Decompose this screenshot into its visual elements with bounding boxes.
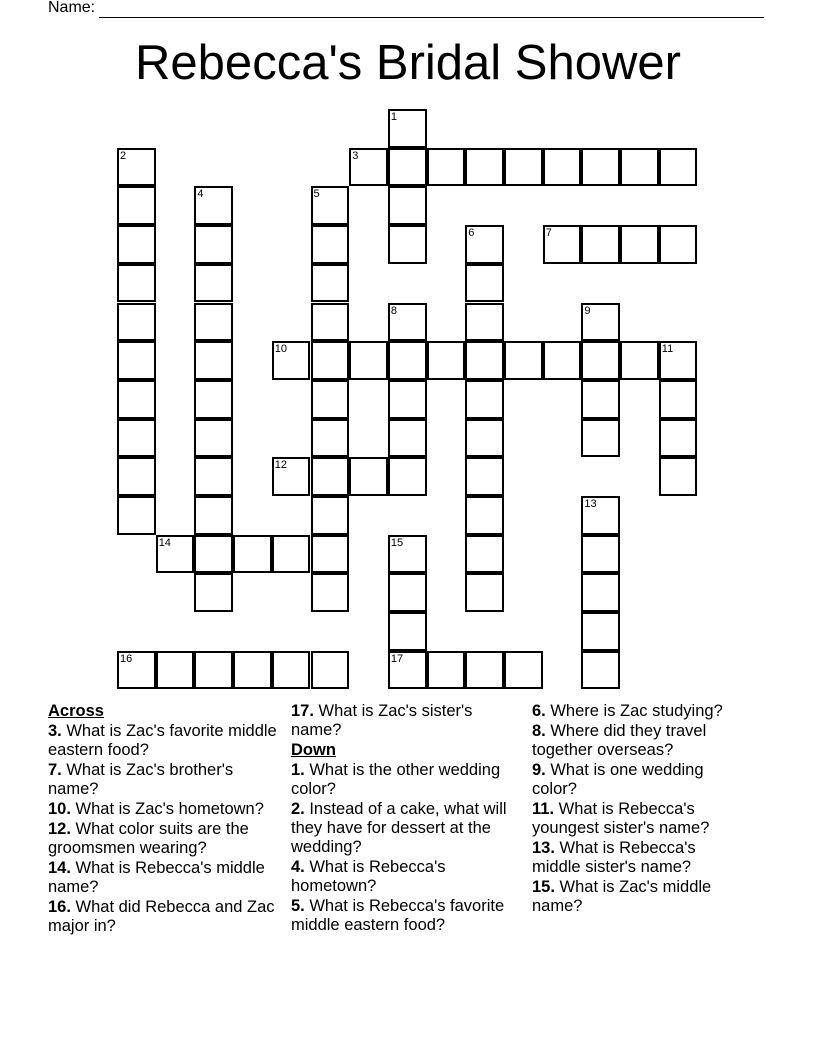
grid-cell[interactable] <box>117 186 156 225</box>
clue-across-16: 16. What did Rebecca and Zac major in? <box>48 898 275 935</box>
grid-cell[interactable] <box>465 496 504 535</box>
grid-cell[interactable] <box>620 148 659 187</box>
grid-cell[interactable] <box>620 225 659 264</box>
clue-number: 2 <box>120 149 127 162</box>
grid-cell[interactable] <box>659 225 698 264</box>
grid-cell[interactable] <box>311 225 350 264</box>
grid-cell[interactable] <box>465 573 504 612</box>
grid-cell[interactable] <box>194 419 233 458</box>
grid-cell[interactable] <box>194 535 233 574</box>
grid-cell[interactable] <box>581 651 620 690</box>
grid-cell[interactable] <box>659 148 698 187</box>
grid-cell[interactable] <box>194 380 233 419</box>
grid-cell[interactable] <box>620 341 659 380</box>
grid-cell[interactable] <box>117 419 156 458</box>
grid-cell[interactable] <box>233 535 272 574</box>
clues-column-3 <box>532 702 747 917</box>
grid-cell[interactable] <box>311 186 350 225</box>
across-heading: Across <box>48 702 104 720</box>
grid-cell[interactable] <box>659 419 698 458</box>
grid-cell[interactable] <box>427 651 466 690</box>
grid-cell[interactable] <box>194 457 233 496</box>
grid-cell[interactable] <box>388 109 427 148</box>
clue-number: 8 <box>390 304 398 317</box>
clue-down-1: 1. What is the other wedding color? <box>291 761 501 798</box>
grid-cell[interactable] <box>581 341 620 380</box>
grid-cell[interactable] <box>581 380 620 419</box>
grid-cell[interactable] <box>272 457 311 496</box>
grid-cell[interactable] <box>504 148 543 187</box>
grid-cell[interactable] <box>659 341 698 380</box>
grid-cell[interactable] <box>388 341 427 380</box>
grid-cell[interactable] <box>581 573 620 612</box>
grid-cell[interactable] <box>194 225 233 264</box>
grid-cell[interactable] <box>117 264 156 303</box>
grid-cell[interactable] <box>465 264 504 303</box>
clue-down-8: 8. Where did they travel together overseas? <box>532 722 707 759</box>
grid-cell[interactable] <box>349 457 388 496</box>
clue-across-7: 7. What is Zac's brother's name? <box>48 761 234 798</box>
clue-number: 14 <box>158 536 171 549</box>
grid-cell[interactable] <box>311 264 350 303</box>
grid-cell[interactable] <box>311 419 350 458</box>
grid-cell[interactable] <box>117 225 156 264</box>
clue-down-9: 9. What is one wedding color? <box>532 761 704 798</box>
grid-cell[interactable] <box>311 380 350 419</box>
grid-cell[interactable] <box>581 612 620 651</box>
clue-number: 1 <box>390 111 398 123</box>
grid-cell[interactable] <box>504 341 543 380</box>
grid-cell[interactable] <box>194 651 233 690</box>
grid-cell[interactable] <box>581 419 620 458</box>
grid-cell[interactable] <box>581 496 620 535</box>
grid-cell[interactable] <box>117 380 156 419</box>
clue-across-10: 10. What is Zac's hometown? <box>48 800 264 818</box>
grid-cell[interactable] <box>465 535 504 574</box>
grid-cell[interactable] <box>272 341 311 380</box>
grid-cell[interactable] <box>465 651 504 690</box>
grid-cell[interactable] <box>388 612 427 651</box>
grid-cell[interactable] <box>272 651 311 690</box>
grid-cell[interactable] <box>156 535 195 574</box>
grid-cell[interactable] <box>465 341 504 380</box>
grid-cell[interactable] <box>465 303 504 342</box>
clue-across-3: 3. What is Zac's favorite middle eastern food? <box>48 722 277 759</box>
clue-number: 17 <box>390 652 404 665</box>
grid-cell[interactable] <box>388 457 427 496</box>
clue-down-15: 15. What is Zac's middle name? <box>532 878 712 915</box>
grid-cell[interactable] <box>117 148 156 187</box>
grid-cell[interactable] <box>311 303 350 342</box>
grid-cell[interactable] <box>194 264 233 303</box>
grid-cell[interactable] <box>659 380 698 419</box>
grid-cell[interactable] <box>465 457 504 496</box>
grid-cell[interactable] <box>349 148 388 187</box>
clue-number: 4 <box>197 188 204 201</box>
grid-cell[interactable] <box>117 651 156 690</box>
grid-cell[interactable] <box>659 457 698 496</box>
grid-cell[interactable] <box>311 457 350 496</box>
clue-across-14: 14. What is Rebecca's middle name? <box>48 859 265 896</box>
grid-cell[interactable] <box>156 651 195 690</box>
grid-cell[interactable] <box>581 148 620 187</box>
clue-number: 9 <box>584 304 591 317</box>
grid-cell[interactable] <box>194 186 233 225</box>
clue-number: 10 <box>274 343 288 356</box>
grid-cell[interactable] <box>581 303 620 342</box>
grid-cell[interactable] <box>504 651 543 690</box>
grid-cell[interactable] <box>427 148 466 187</box>
grid-cell[interactable] <box>388 225 427 264</box>
grid-cell[interactable] <box>388 380 427 419</box>
grid-cell[interactable] <box>311 535 350 574</box>
grid-cell[interactable] <box>233 651 272 690</box>
grid-cell[interactable] <box>388 148 427 187</box>
grid-cell[interactable] <box>388 186 427 225</box>
page-title: Rebecca's Bridal Shower <box>135 36 681 90</box>
clue-down-6: 6. Where is Zac studying? <box>532 702 723 720</box>
grid-cell[interactable] <box>388 651 427 690</box>
grid-cell[interactable] <box>117 457 156 496</box>
grid-cell[interactable] <box>194 573 233 612</box>
grid-cell[interactable] <box>388 535 427 574</box>
grid-cell[interactable] <box>465 380 504 419</box>
clue-number: 12 <box>274 459 288 472</box>
grid-cell[interactable] <box>311 341 350 380</box>
clue-down-4: 4. What is Rebecca's hometown? <box>291 858 446 895</box>
clues-column-2 <box>291 702 526 936</box>
clue-down-13: 13. What is Rebecca's middle sister's name? <box>532 839 696 876</box>
clue-number: 3 <box>352 149 359 162</box>
clue-across-17: 17. What is Zac's sister's name? <box>291 702 473 739</box>
clue-number: 15 <box>390 536 404 549</box>
grid-cell[interactable] <box>194 303 233 342</box>
clue-down-11: 11. What is Rebecca's youngest sister's name? <box>532 800 710 837</box>
clue-across-12: 12. What color suits are the groomsmen wearing? <box>48 820 249 857</box>
grid-cell[interactable] <box>117 303 156 342</box>
down-heading: Down <box>291 741 336 759</box>
clue-number: 16 <box>120 652 133 665</box>
grid-cell[interactable] <box>543 148 582 187</box>
clue-number: 5 <box>313 188 320 201</box>
grid-cell[interactable] <box>543 225 582 264</box>
grid-cell[interactable] <box>194 496 233 535</box>
grid-cell[interactable] <box>272 535 311 574</box>
grid-cell[interactable] <box>581 535 620 574</box>
grid-cell[interactable] <box>311 496 350 535</box>
grid-cell[interactable] <box>311 651 350 690</box>
clue-number: 13 <box>584 498 597 510</box>
clue-down-2: 2. Instead of a cake, what will they have for dessert at the wedding? <box>291 800 507 856</box>
clue-down-5: 5. What is Rebecca's favorite middle eastern food? <box>291 897 505 934</box>
clues-column-1 <box>48 702 278 937</box>
grid-cell[interactable] <box>465 225 504 264</box>
clue-number: 7 <box>545 227 552 240</box>
grid-cell[interactable] <box>117 496 156 535</box>
grid-cell[interactable] <box>427 341 466 380</box>
grid-cell[interactable] <box>465 419 504 458</box>
grid-cell[interactable] <box>194 341 233 380</box>
clue-number: 6 <box>468 227 475 240</box>
grid-cell[interactable] <box>388 303 427 342</box>
grid-cell[interactable] <box>311 573 350 612</box>
grid-cell[interactable] <box>117 341 156 380</box>
grid-cell[interactable] <box>581 225 620 264</box>
name-label: Name: <box>48 0 96 16</box>
clue-number: 11 <box>661 343 674 356</box>
grid-cell[interactable] <box>388 573 427 612</box>
grid-cell[interactable] <box>543 341 582 380</box>
grid-cell[interactable] <box>388 419 427 458</box>
grid-cell[interactable] <box>349 341 388 380</box>
grid-cell[interactable] <box>465 148 504 187</box>
